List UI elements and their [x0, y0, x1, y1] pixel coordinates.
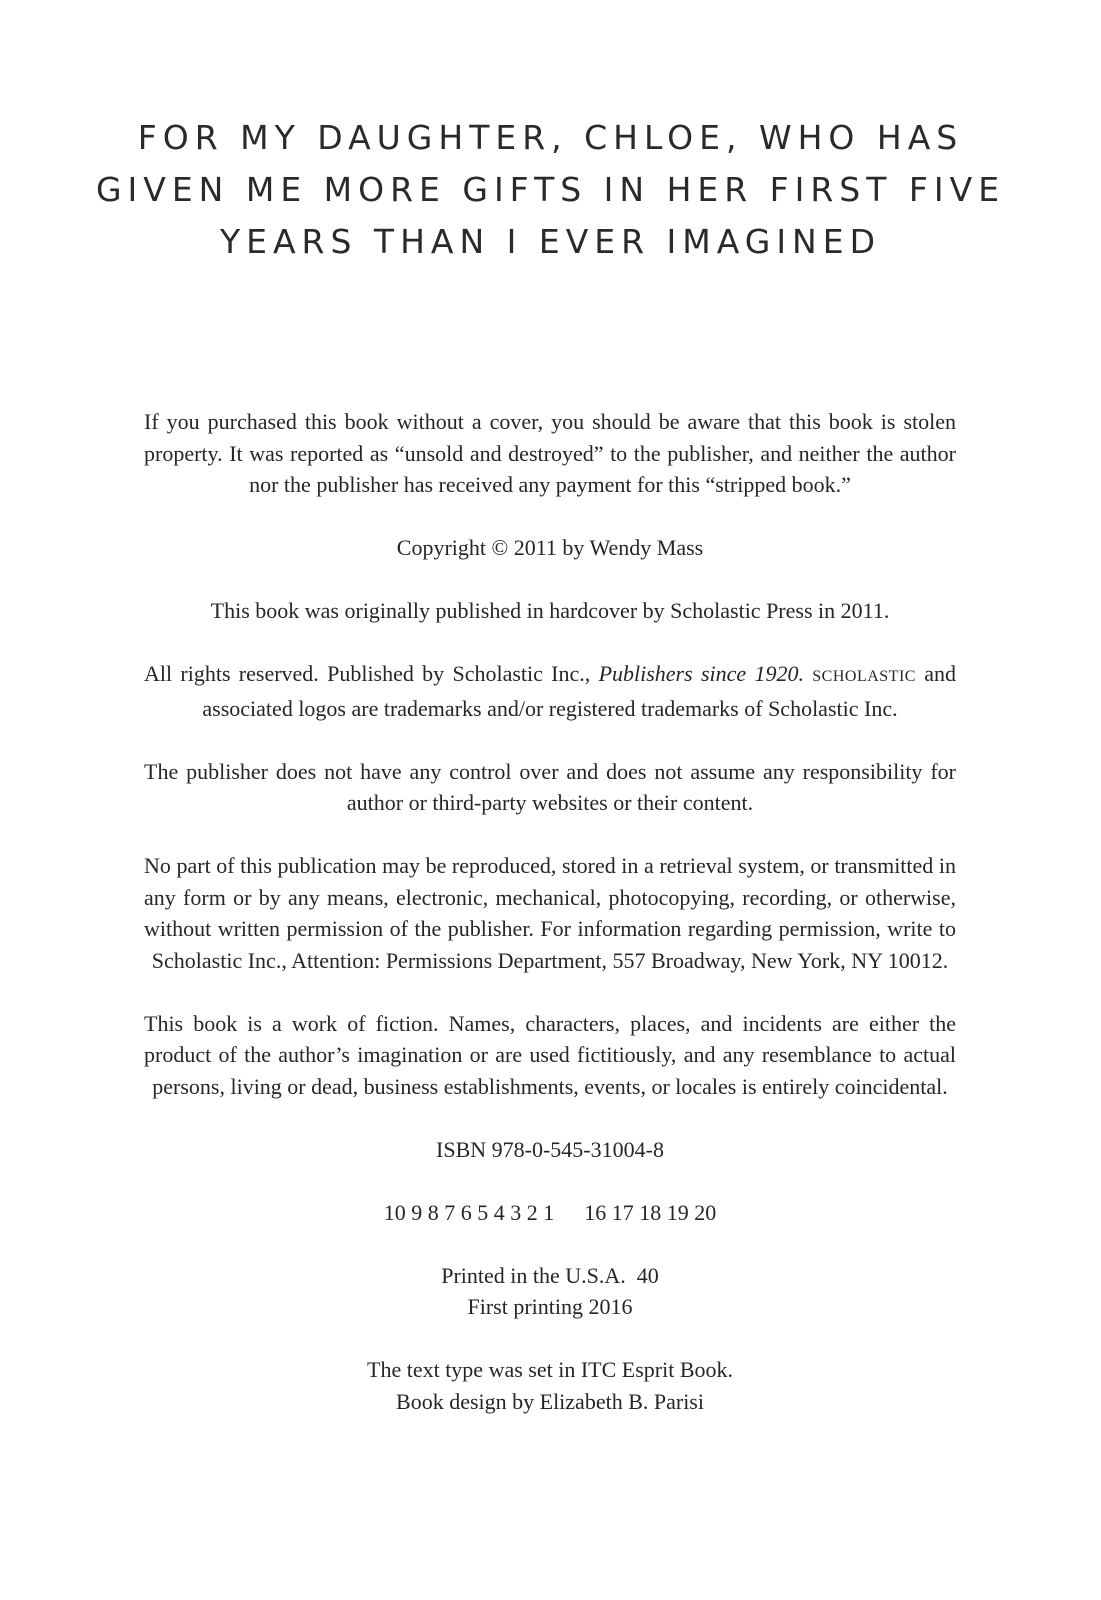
printing-info: [144, 1260, 956, 1323]
copyright-block: [144, 406, 956, 1449]
first-printing: First printing 2016: [467, 1294, 633, 1319]
scholastic-trademark: SCHOLASTIC: [812, 668, 916, 685]
rights-prefix: All rights reserved. Published by Scholastic Inc.,: [144, 661, 599, 686]
dedication-line-3: YEARS THAN I EVER IMAGINED: [219, 222, 882, 261]
printing-line: [144, 1197, 956, 1229]
printed-in: Printed in the U.S.A. 40: [441, 1262, 659, 1288]
printing-numbers: 10 9 8 7 6 5 4 3 2 1: [383, 1199, 555, 1225]
rights-reserved-notice: [144, 658, 956, 724]
fiction-disclaimer: This book is a work of fiction. Names, characters, places, and incidents are either the product of the author’s imagination or are used fictitiously, and any resemblance to actual persons, living or dead, business establishments, events, or locales is entirely coincidental.: [144, 1010, 956, 1099]
printing-years: 16 17 18 19 20: [584, 1199, 717, 1225]
stripped-book-notice: If you purchased this book without a cover, you should be aware that this book is stolen property. It was reported as “unsold and destroyed” to the publisher, and neither the author nor the publisher has received any payment for this “stripped book.”: [144, 409, 956, 497]
isbn: ISBN 978-0-545-31004-8: [436, 1136, 664, 1162]
original-publication-note: This book was originally published in hardcover by Scholastic Press in 2011.: [210, 598, 890, 623]
credits: [144, 1354, 956, 1417]
rights-suffix: and associated logos are trademarks and/or registered trademarks of Scholastic Inc.: [202, 661, 957, 721]
dedication-line-2: GIVEN ME MORE GIFTS IN HER FIRST FIVE: [95, 170, 1006, 209]
type-credit: The text type was set in ITC Esprit Book.: [367, 1357, 733, 1382]
dedication: [80, 112, 1021, 268]
third-party-notice: The publisher does not have any control over and does not assume any responsibility for author or third-party websites or their content.: [144, 758, 956, 815]
publishers-since-tagline: Publishers since 1920.: [598, 661, 804, 686]
dedication-line-1: FOR MY DAUGHTER, CHLOE, WHO HAS: [137, 118, 964, 157]
design-credit: Book design by Elizabeth B. Parisi: [396, 1388, 704, 1414]
copyright-line: Copyright © 2011 by Wendy Mass: [396, 535, 704, 560]
reproduction-notice: No part of this publication may be reproduced, stored in a retrieval system, or transmitted in any form or by any means, electronic, mechanical, photocopying, recording, or otherwise, without written permission of the publisher. For information regarding permission, write to Scholastic Inc., Attention: Permissions Department, 557 Broadway, New York, NY 10012.: [144, 853, 956, 973]
